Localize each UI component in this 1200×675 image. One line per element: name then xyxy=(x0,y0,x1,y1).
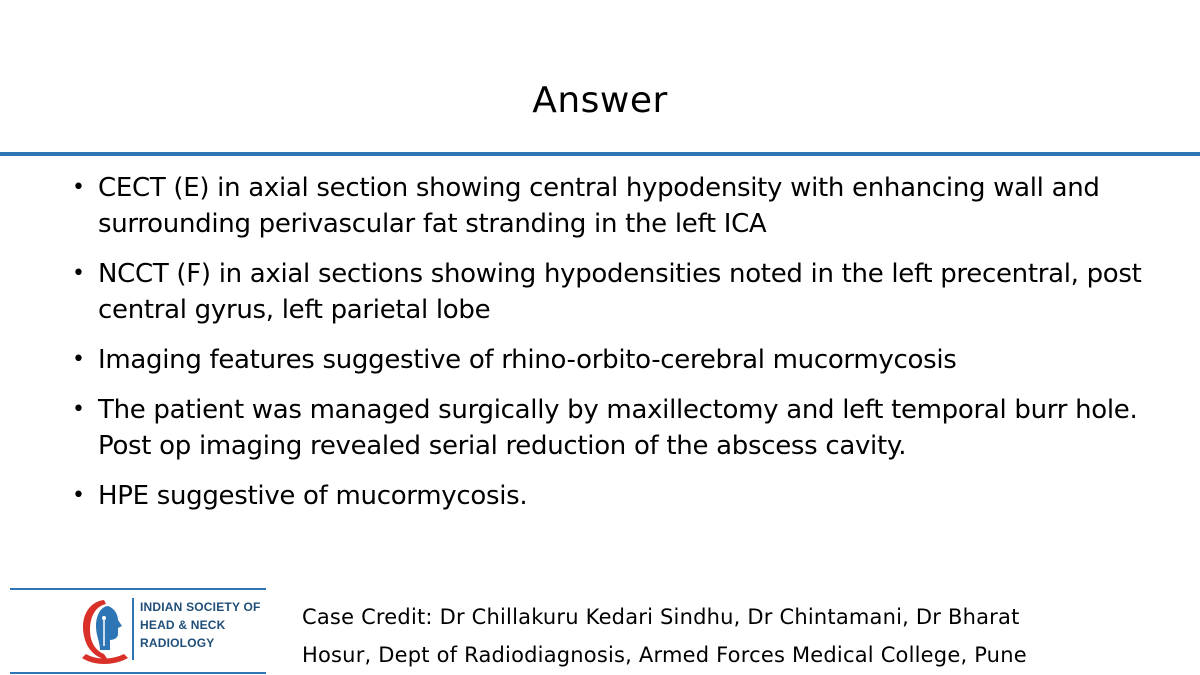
case-credit xyxy=(302,598,1182,674)
bullet-dot-icon: • xyxy=(72,347,85,372)
logo-line: RADIOLOGY xyxy=(140,636,215,650)
logo-text xyxy=(140,598,261,652)
bullet-dot-icon: • xyxy=(72,483,85,508)
society-logo xyxy=(10,588,266,674)
bullet-text: Imaging features suggestive of rhino-orbito-cerebral mucormycosis xyxy=(98,345,957,375)
bullet-list xyxy=(72,170,1152,528)
bullet-item xyxy=(72,478,1152,514)
bullet-dot-icon: • xyxy=(72,397,85,422)
credit-line: Hosur, Dept of Radiodiagnosis, Armed Forces Medical College, Pune xyxy=(302,643,1027,667)
bullet-item xyxy=(72,256,1152,328)
bullet-dot-icon: • xyxy=(72,261,85,286)
bullet-item xyxy=(72,342,1152,378)
bullet-text: HPE suggestive of mucormycosis. xyxy=(98,481,528,511)
head-profile-emblem-icon xyxy=(74,596,132,668)
bullet-text: The patient was managed surgically by maxillectomy and left temporal burr hole. Post op imaging revealed serial reduction of the abscess cavity. xyxy=(98,395,1138,461)
logo-line: INDIAN SOCIETY OF xyxy=(140,600,261,614)
bullet-text: NCCT (F) in axial sections showing hypodensities noted in the left precentral, post central gyrus, left parietal lobe xyxy=(98,259,1142,325)
bullet-dot-icon: • xyxy=(72,175,85,200)
title-divider xyxy=(0,152,1200,156)
credit-line: Case Credit: Dr Chillakuru Kedari Sindhu, Dr Chintamani, Dr Bharat xyxy=(302,605,1020,629)
slide-title: Answer xyxy=(532,80,668,121)
bullet-item xyxy=(72,170,1152,242)
bullet-item xyxy=(72,392,1152,464)
logo-divider xyxy=(132,598,134,660)
logo-line: HEAD & NECK xyxy=(140,618,226,632)
bullet-text: CECT (E) in axial section showing central hypodensity with enhancing wall and surrounding perivascular fat stranding in the left ICA xyxy=(98,173,1100,239)
